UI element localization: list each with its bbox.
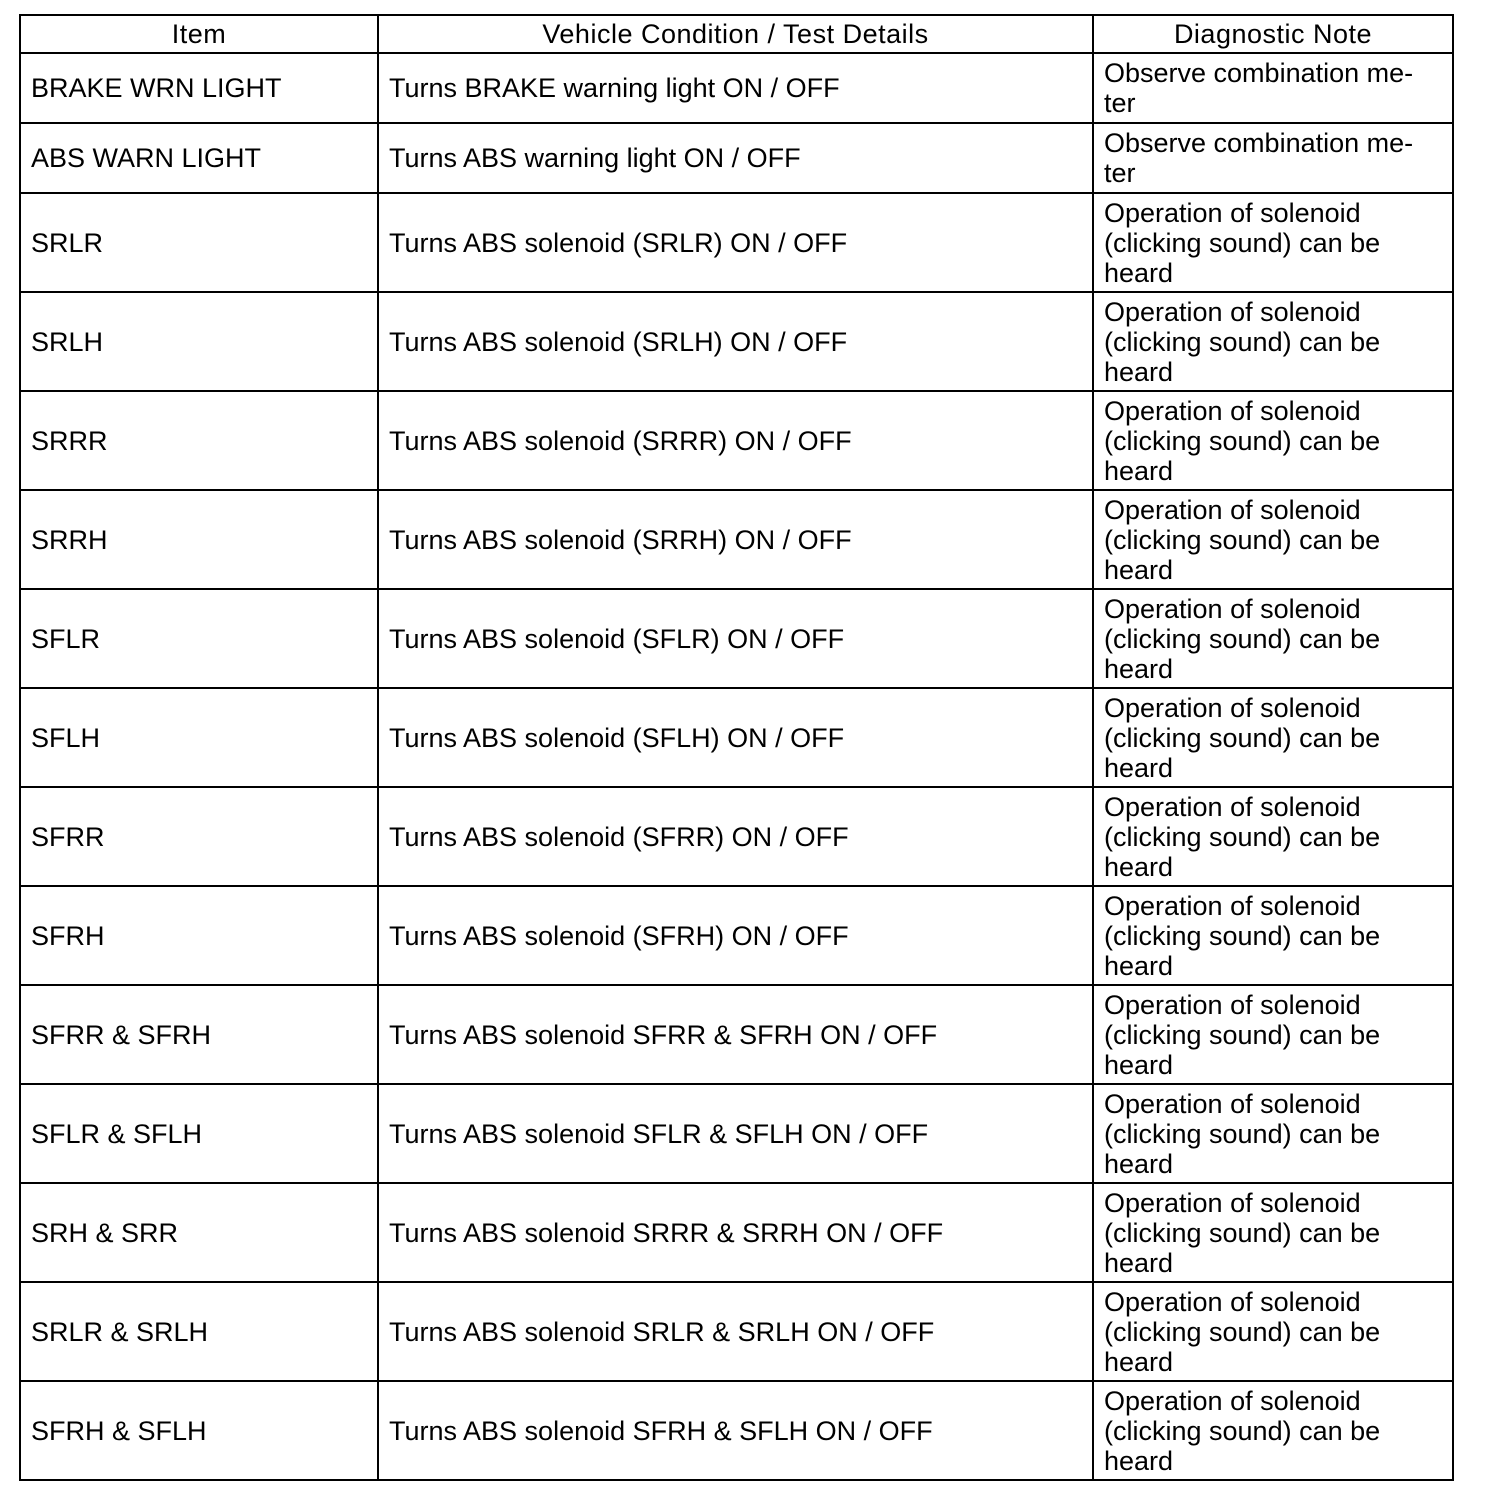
note-cell: Operation of solenoid (clicking sound) can be heard xyxy=(1093,589,1453,688)
item-cell: SFRH xyxy=(20,886,378,985)
item-cell: SRH & SRR xyxy=(20,1183,378,1282)
table-row xyxy=(20,1381,1453,1480)
item-cell: ABS WARN LIGHT xyxy=(20,123,378,193)
detail-cell: Turns ABS solenoid SRLR & SRLH ON / OFF xyxy=(378,1282,1093,1381)
item-cell: SFLR xyxy=(20,589,378,688)
table-row xyxy=(20,688,1453,787)
note-cell: Operation of solenoid (clicking sound) can be heard xyxy=(1093,292,1453,391)
item-cell: SRLR xyxy=(20,193,378,292)
detail-cell: Turns ABS solenoid SRRR & SRRH ON / OFF xyxy=(378,1183,1093,1282)
note-cell: Operation of solenoid (clicking sound) can be heard xyxy=(1093,688,1453,787)
item-cell: SFRH & SFLH xyxy=(20,1381,378,1480)
detail-cell: Turns ABS warning light ON / OFF xyxy=(378,123,1093,193)
note-cell: Operation of solenoid (clicking sound) can be heard xyxy=(1093,490,1453,589)
detail-cell: Turns ABS solenoid (SRRR) ON / OFF xyxy=(378,391,1093,490)
detail-cell: Turns ABS solenoid SFRH & SFLH ON / OFF xyxy=(378,1381,1093,1480)
item-cell: SFRR xyxy=(20,787,378,886)
table-row xyxy=(20,985,1453,1084)
diagnostic-table xyxy=(19,14,1454,1481)
table-row xyxy=(20,787,1453,886)
item-cell: BRAKE WRN LIGHT xyxy=(20,53,378,123)
table-row xyxy=(20,1183,1453,1282)
detail-cell: Turns ABS solenoid SFLR & SFLH ON / OFF xyxy=(378,1084,1093,1183)
header-item: Item xyxy=(20,15,378,53)
note-cell: Observe combination me-ter xyxy=(1093,53,1453,123)
note-cell: Observe combination me-ter xyxy=(1093,123,1453,193)
note-cell: Operation of solenoid (clicking sound) can be heard xyxy=(1093,1282,1453,1381)
table-row xyxy=(20,589,1453,688)
note-cell: Operation of solenoid (clicking sound) can be heard xyxy=(1093,886,1453,985)
detail-cell: Turns ABS solenoid (SRLR) ON / OFF xyxy=(378,193,1093,292)
detail-cell: Turns ABS solenoid (SFLR) ON / OFF xyxy=(378,589,1093,688)
header-vehicle-condition: Vehicle Condition / Test Details xyxy=(378,15,1093,53)
table-row xyxy=(20,490,1453,589)
table-row xyxy=(20,1282,1453,1381)
item-cell: SRLR & SRLH xyxy=(20,1282,378,1381)
note-cell: Operation of solenoid (clicking sound) can be heard xyxy=(1093,1183,1453,1282)
item-cell: SFLH xyxy=(20,688,378,787)
item-cell: SRRH xyxy=(20,490,378,589)
detail-cell: Turns ABS solenoid (SFRR) ON / OFF xyxy=(378,787,1093,886)
note-cell: Operation of solenoid (clicking sound) can be heard xyxy=(1093,787,1453,886)
item-cell: SFLR & SFLH xyxy=(20,1084,378,1183)
table-row xyxy=(20,1084,1453,1183)
item-cell: SRRR xyxy=(20,391,378,490)
table-row xyxy=(20,391,1453,490)
table-row xyxy=(20,123,1453,193)
detail-cell: Turns ABS solenoid SFRR & SFRH ON / OFF xyxy=(378,985,1093,1084)
detail-cell: Turns ABS solenoid (SFRH) ON / OFF xyxy=(378,886,1093,985)
note-cell: Operation of solenoid (clicking sound) can be heard xyxy=(1093,985,1453,1084)
table-row xyxy=(20,193,1453,292)
note-cell: Operation of solenoid (clicking sound) can be heard xyxy=(1093,193,1453,292)
header-row xyxy=(20,15,1453,53)
table-row xyxy=(20,886,1453,985)
detail-cell: Turns BRAKE warning light ON / OFF xyxy=(378,53,1093,123)
note-cell: Operation of solenoid (clicking sound) can be heard xyxy=(1093,1381,1453,1480)
detail-cell: Turns ABS solenoid (SRRH) ON / OFF xyxy=(378,490,1093,589)
note-cell: Operation of solenoid (clicking sound) can be heard xyxy=(1093,391,1453,490)
item-cell: SFRR & SFRH xyxy=(20,985,378,1084)
item-cell: SRLH xyxy=(20,292,378,391)
detail-cell: Turns ABS solenoid (SFLH) ON / OFF xyxy=(378,688,1093,787)
table-row xyxy=(20,292,1453,391)
header-diagnostic-note: Diagnostic Note xyxy=(1093,15,1453,53)
table-row xyxy=(20,53,1453,123)
detail-cell: Turns ABS solenoid (SRLH) ON / OFF xyxy=(378,292,1093,391)
note-cell: Operation of solenoid (clicking sound) can be heard xyxy=(1093,1084,1453,1183)
